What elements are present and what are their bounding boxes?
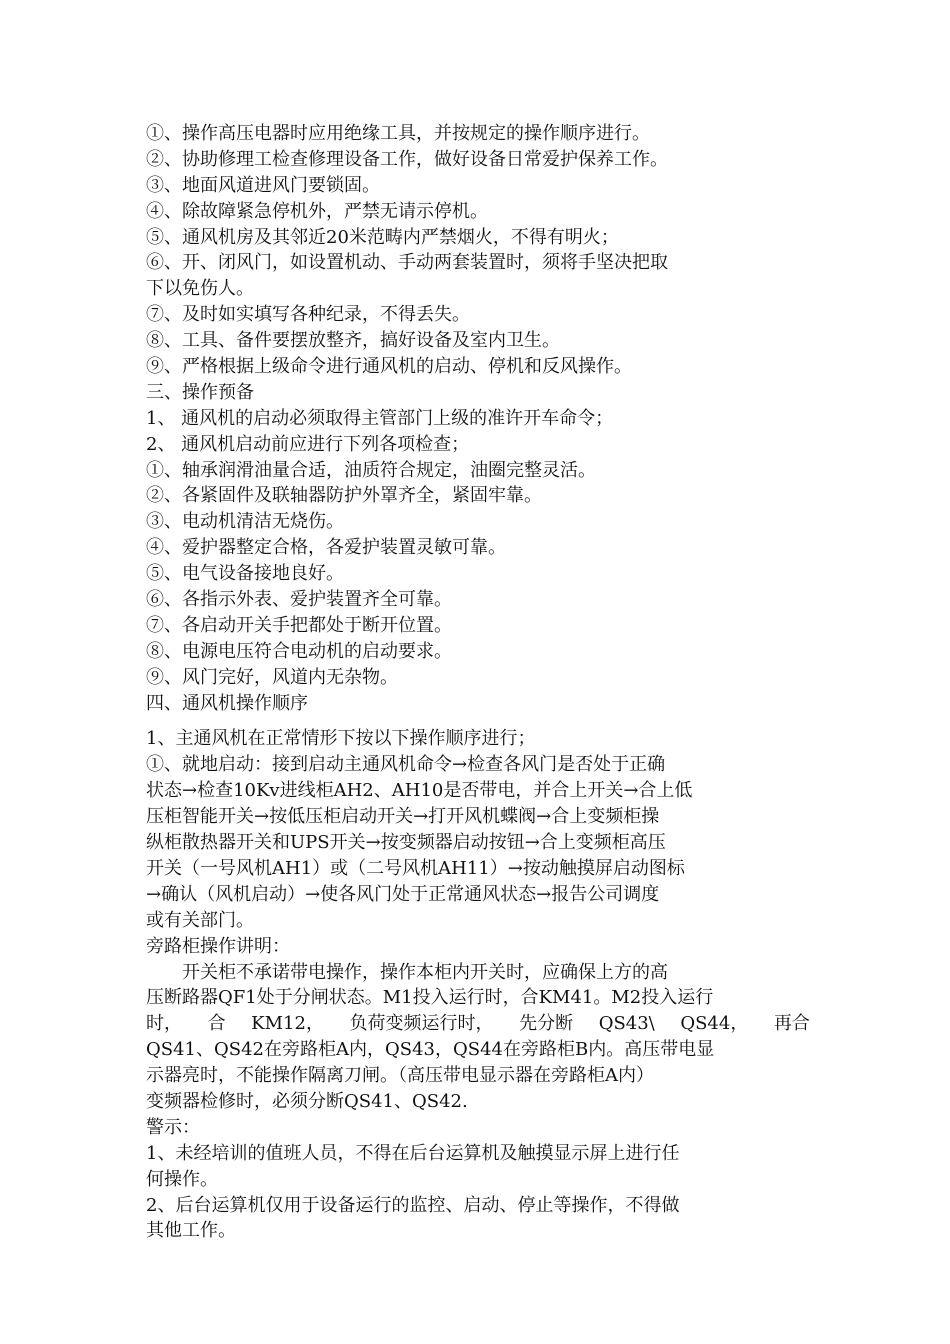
text-line: ①、就地启动：接到启动主通风机命令→检查各风门是否处于正确 (146, 754, 666, 776)
word: 时， (146, 1013, 182, 1035)
document-page (146, 121, 810, 1244)
paragraph-line: 变频器检修时，必须分断QS41、QS42. (146, 1090, 468, 1112)
word: QS44， (680, 1013, 749, 1035)
word: QS43\ (598, 1013, 655, 1035)
text-line: 2、 通风机启动前应进行下列各项检查； (146, 433, 470, 455)
text-line: 开关（一号风机AH1）或（二号风机AH11）→按动触摸屏启动图标 (146, 857, 685, 879)
text-line: ②、协助修理工检查修理设备工作，做好设备日常爱护保养工作。 (146, 148, 668, 170)
text-line: 何操作。 (146, 1168, 218, 1190)
text-line: ⑦、及时如实填写各种纪录，不得丢失。 (146, 304, 470, 326)
word: 先分断 (519, 1013, 574, 1035)
text-line: 1、 通风机的启动必须取得主管部门上级的准许开车命令； (146, 407, 614, 429)
text-line: 纵柜散热器开关和UPS开关→按变频器启动按钮→合上变频柜高压 (146, 832, 666, 854)
text-line: ④、除故障紧急停机外，严禁无请示停机。 (146, 200, 488, 222)
text-line: ⑥、开、闭风门，如设置机动、手动两套装置时，须将手坚决把取 (146, 252, 668, 274)
word: 合 (207, 1013, 226, 1035)
bypass-cabinet-paragraph (146, 960, 810, 1115)
word: KM12， (251, 1013, 324, 1035)
paragraph-line: 压断路器QF1处于分闸状态。M1投入运行时，合KM41。M2投入运行 (146, 987, 714, 1009)
text-line: ⑦、各启动开关手把都处于断开位置。 (146, 614, 452, 636)
text-line: ③、电动机清洁无烧伤。 (146, 511, 344, 533)
paragraph-line-justified (146, 1011, 810, 1037)
text-line: 其他工作。 (146, 1220, 236, 1242)
text-line: 四、通风机操作顺序 (146, 692, 308, 714)
word: 再合 (773, 1013, 810, 1035)
text-line: 压柜智能开关→按低压柜启动开关→打开风机蝶阀→合上变频柜操 (146, 806, 660, 828)
paragraph-line: QS41、QS42在旁路柜A内，QS43，QS44在旁路柜B内。高压带电显 (146, 1039, 715, 1061)
text-line: ⑤、电气设备接地良好。 (146, 563, 344, 585)
text-line: 警示： (146, 1116, 200, 1138)
text-line: ⑧、工具、备件要摆放整齐，搞好设备及室内卫生。 (146, 330, 560, 352)
text-line: 或有关部门。 (146, 909, 254, 931)
paragraph-line: 开关柜不承诺带电操作，操作本柜内开关时，应确保上方的高 (182, 961, 668, 983)
word: 负荷变频运行时， (349, 1013, 494, 1035)
text-line: ⑧、电源电压符合电动机的启动要求。 (146, 640, 452, 662)
text-line: 旁路柜操作讲明： (146, 935, 290, 957)
text-line: 下以免伤人。 (146, 278, 254, 300)
text-line: ①、轴承润滑油量合适，油质符合规定，油圈完整灵活。 (146, 459, 596, 481)
text-line: 三、操作预备 (146, 381, 254, 403)
operation-sequence-section (146, 726, 810, 959)
text-line: ④、爱护器整定合格，各爱护装置灵敏可靠。 (146, 537, 506, 559)
text-line: ⑨、严格根据上级命令进行通风机的启动、停机和反风操作。 (146, 356, 632, 378)
text-line: ③、地面风道进风门要锁固。 (146, 174, 380, 196)
text-line: ⑤、通风机房及其邻近20米范畴内严禁烟火，不得有明火； (146, 226, 619, 248)
safety-and-preparation-section (146, 121, 810, 716)
text-line: →确认（风机启动）→使各风门处于正常通风状态→报告公司调度 (146, 883, 660, 905)
text-line: 1、未经培训的值班人员，不得在后台运算机及触摸显示屏上进行任 (146, 1142, 680, 1164)
text-line: ⑥、各指示外表、爱护装置齐全可靠。 (146, 589, 452, 611)
warning-section (146, 1115, 810, 1244)
text-line: ①、操作高压电器时应用绝缘工具，并按规定的操作顺序进行。 (146, 123, 650, 144)
text-line: 1、主通风机在正常情形下按以下操作顺序进行； (146, 728, 536, 750)
text-line: 状态→检查10Kv进线柜AH2、AH10是否带电，并合上开关→合上低 (146, 780, 693, 802)
text-line: ⑨、风门完好，风道内无杂物。 (146, 666, 398, 688)
text-line: 2、后台运算机仅用于设备运行的监控、启动、停止等操作，不得做 (146, 1194, 680, 1216)
section-gap (146, 716, 810, 726)
paragraph-line: 示器亮时，不能操作隔离刀闸。（高压带电显示器在旁路柜A内） (146, 1065, 654, 1087)
text-line: ②、各紧固件及联轴器防护外罩齐全，紧固牢靠。 (146, 485, 542, 507)
